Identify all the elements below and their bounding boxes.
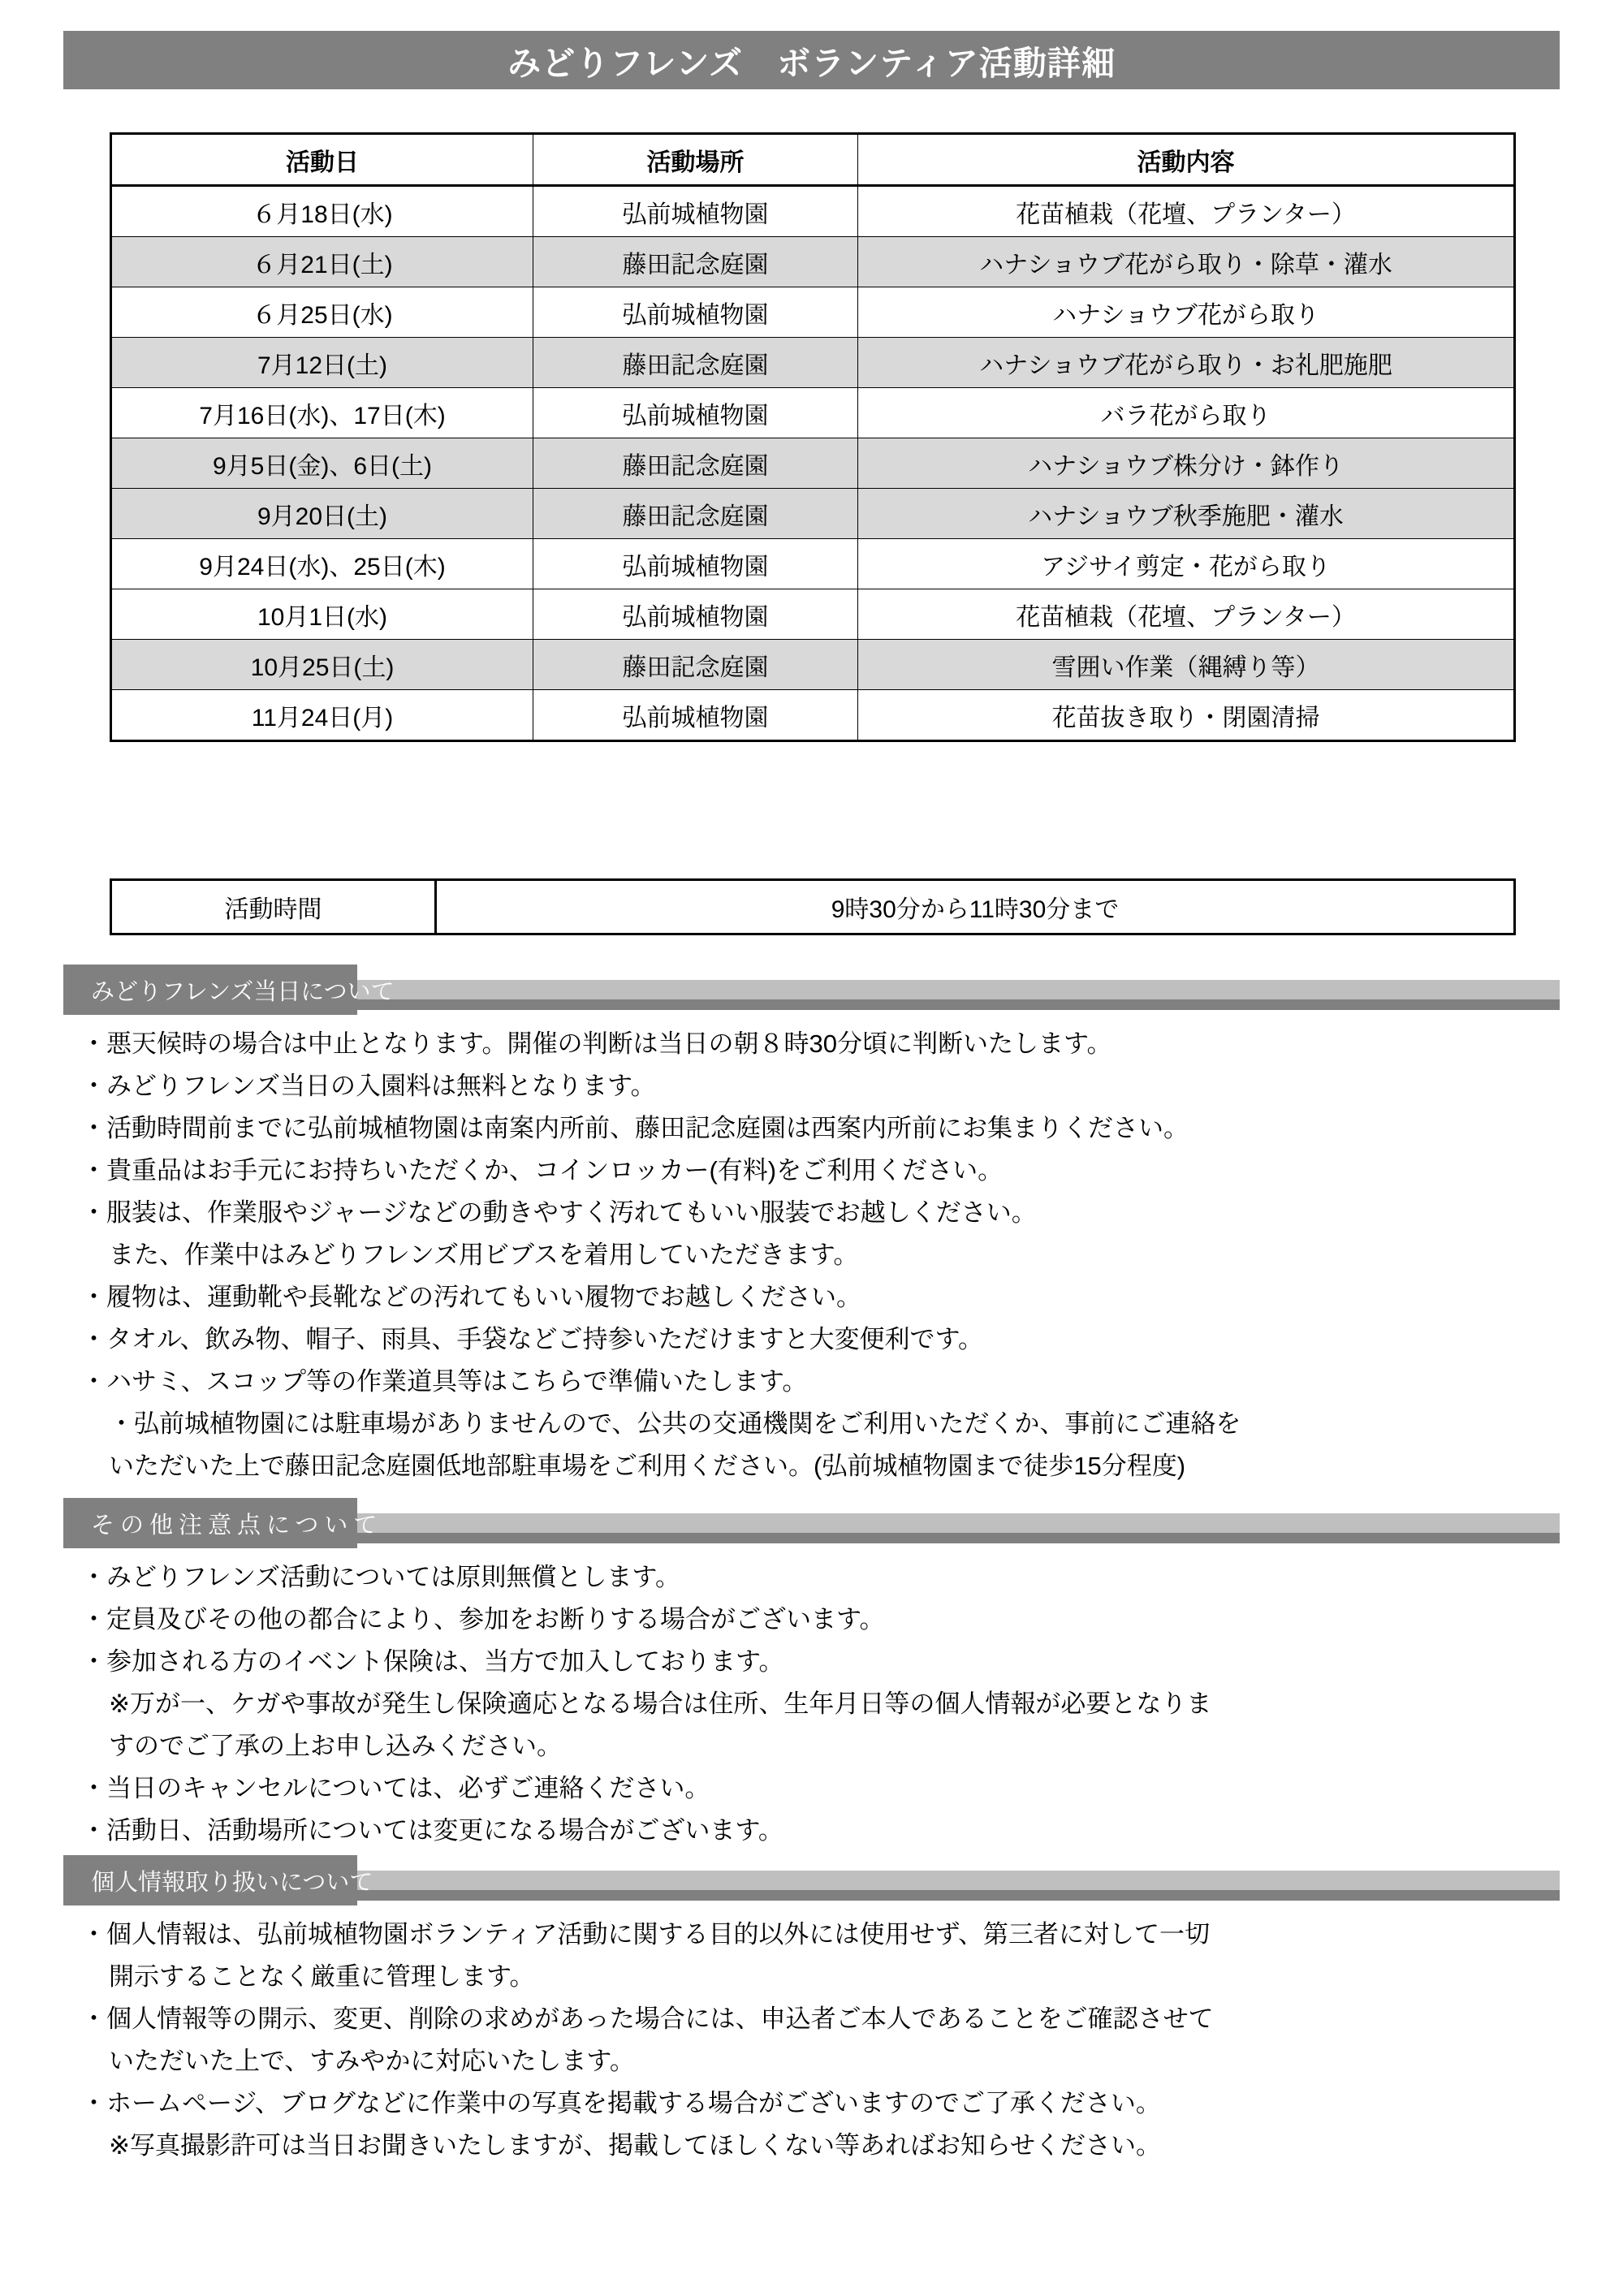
schedule-table [110,132,1516,742]
schedule-cell-date: 7月16日(水)、17日(木) [111,388,533,438]
table-row [111,186,1515,237]
schedule-cell-place: 弘前城植物園 [533,690,858,741]
schedule-cell-task: ハナショウブ秋季施肥・灌水 [858,489,1515,539]
bullet-item: ・タオル、飲み物、帽子、雨具、手袋などご持参いただけますと大変便利です。 [81,1325,984,1353]
page-title: みどりフレンズ ボランティア活動詳細 [507,44,1116,82]
section-heading: みどりフレンズ当日について [91,978,395,1005]
schedule-table-body [111,186,1515,741]
schedule-cell-date: 7月12日(土) [111,338,533,388]
schedule-cell-task: 花苗植栽（花壇、プランター） [858,589,1515,640]
activity-time-label: 活動時間 [111,880,436,934]
bullet-continuation: すのでご了承の上お申し込みください。 [109,1732,562,1760]
schedule-cell-place: 藤田記念庭園 [533,338,858,388]
bullet-item: ・当日のキャンセルについては、必ずご連絡ください。 [81,1774,710,1802]
table-header-row [111,134,1515,186]
table-row [111,539,1515,589]
bullet-continuation: いただいた上で藤田記念庭園低地部駐車場をご利用ください。(弘前城植物園まで徒歩15分程度) [109,1452,1186,1480]
schedule-cell-date: ６月25日(水) [111,287,533,338]
bullet-item: ・貴重品はお手元にお持ちいただくか、コインロッカー(有料)をご利用ください。 [81,1156,1004,1185]
bullet-continuation: ※写真撮影許可は当日お聞きいたしますが、掲載してほしくない等あればお知らせください。 [109,2131,1162,2160]
bullet-item: ・履物は、運動靴や長靴などの汚れてもいい履物でお越しください。 [81,1283,861,1311]
section-label-block [63,1855,373,1905]
schedule-cell-place: 弘前城植物園 [533,287,858,338]
section-body-2 [81,1556,1543,1852]
bullet-item: ・個人情報は、弘前城植物園ボランティア活動に関する目的以外には使用せず、第三者に対して一切 [81,1920,1211,1949]
bullet-continuation: ・弘前城植物園には駐車場がありませんので、公共の交通機関をご利用いただくか、事前にご連絡を [109,1409,1241,1438]
schedule-cell-place: 藤田記念庭園 [533,489,858,539]
section-banner-3 [63,1855,1560,1905]
activity-time-value: 9時30分から11時30分まで [436,880,1515,934]
section-label-block [63,1498,383,1548]
schedule-table-container [110,132,1513,742]
bullet-item: ・悪天候時の場合は中止となります。開催の判断は当日の朝８時30分頃に判断いたします。 [81,1029,1112,1058]
schedule-cell-task: ハナショウブ花がら取り・除草・灌水 [858,237,1515,287]
table-row [111,589,1515,640]
bullet-item: ・個人情報等の開示、変更、削除の求めがあった場合には、申込者ご本人であることをご確認させて [81,2005,1214,2033]
activity-time-container [110,878,1513,935]
schedule-cell-date: 10月1日(水) [111,589,533,640]
schedule-cell-place: 藤田記念庭園 [533,438,858,489]
schedule-cell-date: 9月5日(金)、6日(土) [111,438,533,489]
bullet-item: ・活動日、活動場所については変更になる場合がございます。 [81,1816,783,1845]
bullet-item: ・活動時間前までに弘前城植物園は南案内所前、藤田記念庭園は西案内所前にお集まりください。 [81,1114,1189,1142]
section-banner-1 [63,965,1560,1015]
schedule-cell-task: アジサイ剪定・花がら取り [858,539,1515,589]
bullet-item: ・定員及びその他の都合により、参加をお断りする場合がございます。 [81,1605,885,1634]
schedule-cell-date: 10月25日(土) [111,640,533,690]
bullet-item: ・参加される方のイベント保険は、当方で加入しております。 [81,1647,784,1676]
schedule-cell-date: 9月20日(土) [111,489,533,539]
schedule-cell-task: 花苗抜き取り・閉園清掃 [858,690,1515,741]
schedule-cell-task: ハナショウブ花がら取り・お礼肥施肥 [858,338,1515,388]
table-row [111,690,1515,741]
schedule-cell-date: 11月24日(月) [111,690,533,741]
section-body-1 [81,1023,1543,1487]
bullet-continuation: また、作業中はみどりフレンズ用ビブスを着用していただきます。 [109,1241,859,1269]
schedule-cell-task: 雪囲い作業（縄縛り等） [858,640,1515,690]
schedule-cell-date: 9月24日(水)、25日(木) [111,539,533,589]
table-row [111,880,1515,934]
schedule-cell-place: 弘前城植物園 [533,388,858,438]
schedule-cell-task: ハナショウブ花がら取り [858,287,1515,338]
column-header-place: 活動場所 [533,134,858,186]
schedule-table-header [111,134,1515,186]
column-header-task: 活動内容 [858,134,1515,186]
table-row [111,489,1515,539]
table-row [111,237,1515,287]
bullet-item: ・ハサミ、スコップ等の作業道具等はこちらで準備いたします。 [81,1367,808,1396]
schedule-cell-date: ６月18日(水) [111,186,533,237]
table-row [111,388,1515,438]
bullet-item: ・みどりフレンズ活動については原則無償とします。 [81,1563,680,1591]
column-header-date: 活動日 [111,134,533,186]
table-row [111,287,1515,338]
table-row [111,438,1515,489]
schedule-cell-place: 藤田記念庭園 [533,237,858,287]
schedule-cell-date: ６月21日(土) [111,237,533,287]
bullet-item: ・みどりフレンズ当日の入園料は無料となります。 [81,1072,656,1100]
bullet-continuation: いただいた上で、すみやかに対応いたします。 [109,2047,635,2075]
bullet-continuation: 開示することなく厳重に管理します。 [109,1962,535,1991]
schedule-cell-task: 花苗植栽（花壇、プランター） [858,186,1515,237]
bullet-continuation: ※万が一、ケガや事故が発生し保険適応となる場合は住所、生年月日等の個人情報が必要となりま [109,1690,1212,1718]
section-label-block [63,965,395,1015]
schedule-cell-task: バラ花がら取り [858,388,1515,438]
table-row [111,338,1515,388]
schedule-cell-place: 弘前城植物園 [533,589,858,640]
section-body-3 [81,1914,1543,2167]
schedule-cell-place: 藤田記念庭園 [533,640,858,690]
schedule-cell-task: ハナショウブ株分け・鉢作り [858,438,1515,489]
section-banner-2 [63,1498,1560,1548]
bullet-item: ・服装は、作業服やジャージなどの動きやすく汚れてもいい服装でお越しください。 [81,1198,1037,1227]
schedule-cell-place: 弘前城植物園 [533,539,858,589]
schedule-cell-place: 弘前城植物園 [533,186,858,237]
section-heading: その他注意点について [91,1512,383,1539]
section-heading: 個人情報取り扱いについて [91,1869,373,1896]
bullet-item: ・ホームページ、ブログなどに作業中の写真を掲載する場合がございますのでご了承ください。 [81,2089,1161,2117]
table-row [111,640,1515,690]
document-title-banner [63,31,1560,89]
activity-time-table [110,878,1516,935]
